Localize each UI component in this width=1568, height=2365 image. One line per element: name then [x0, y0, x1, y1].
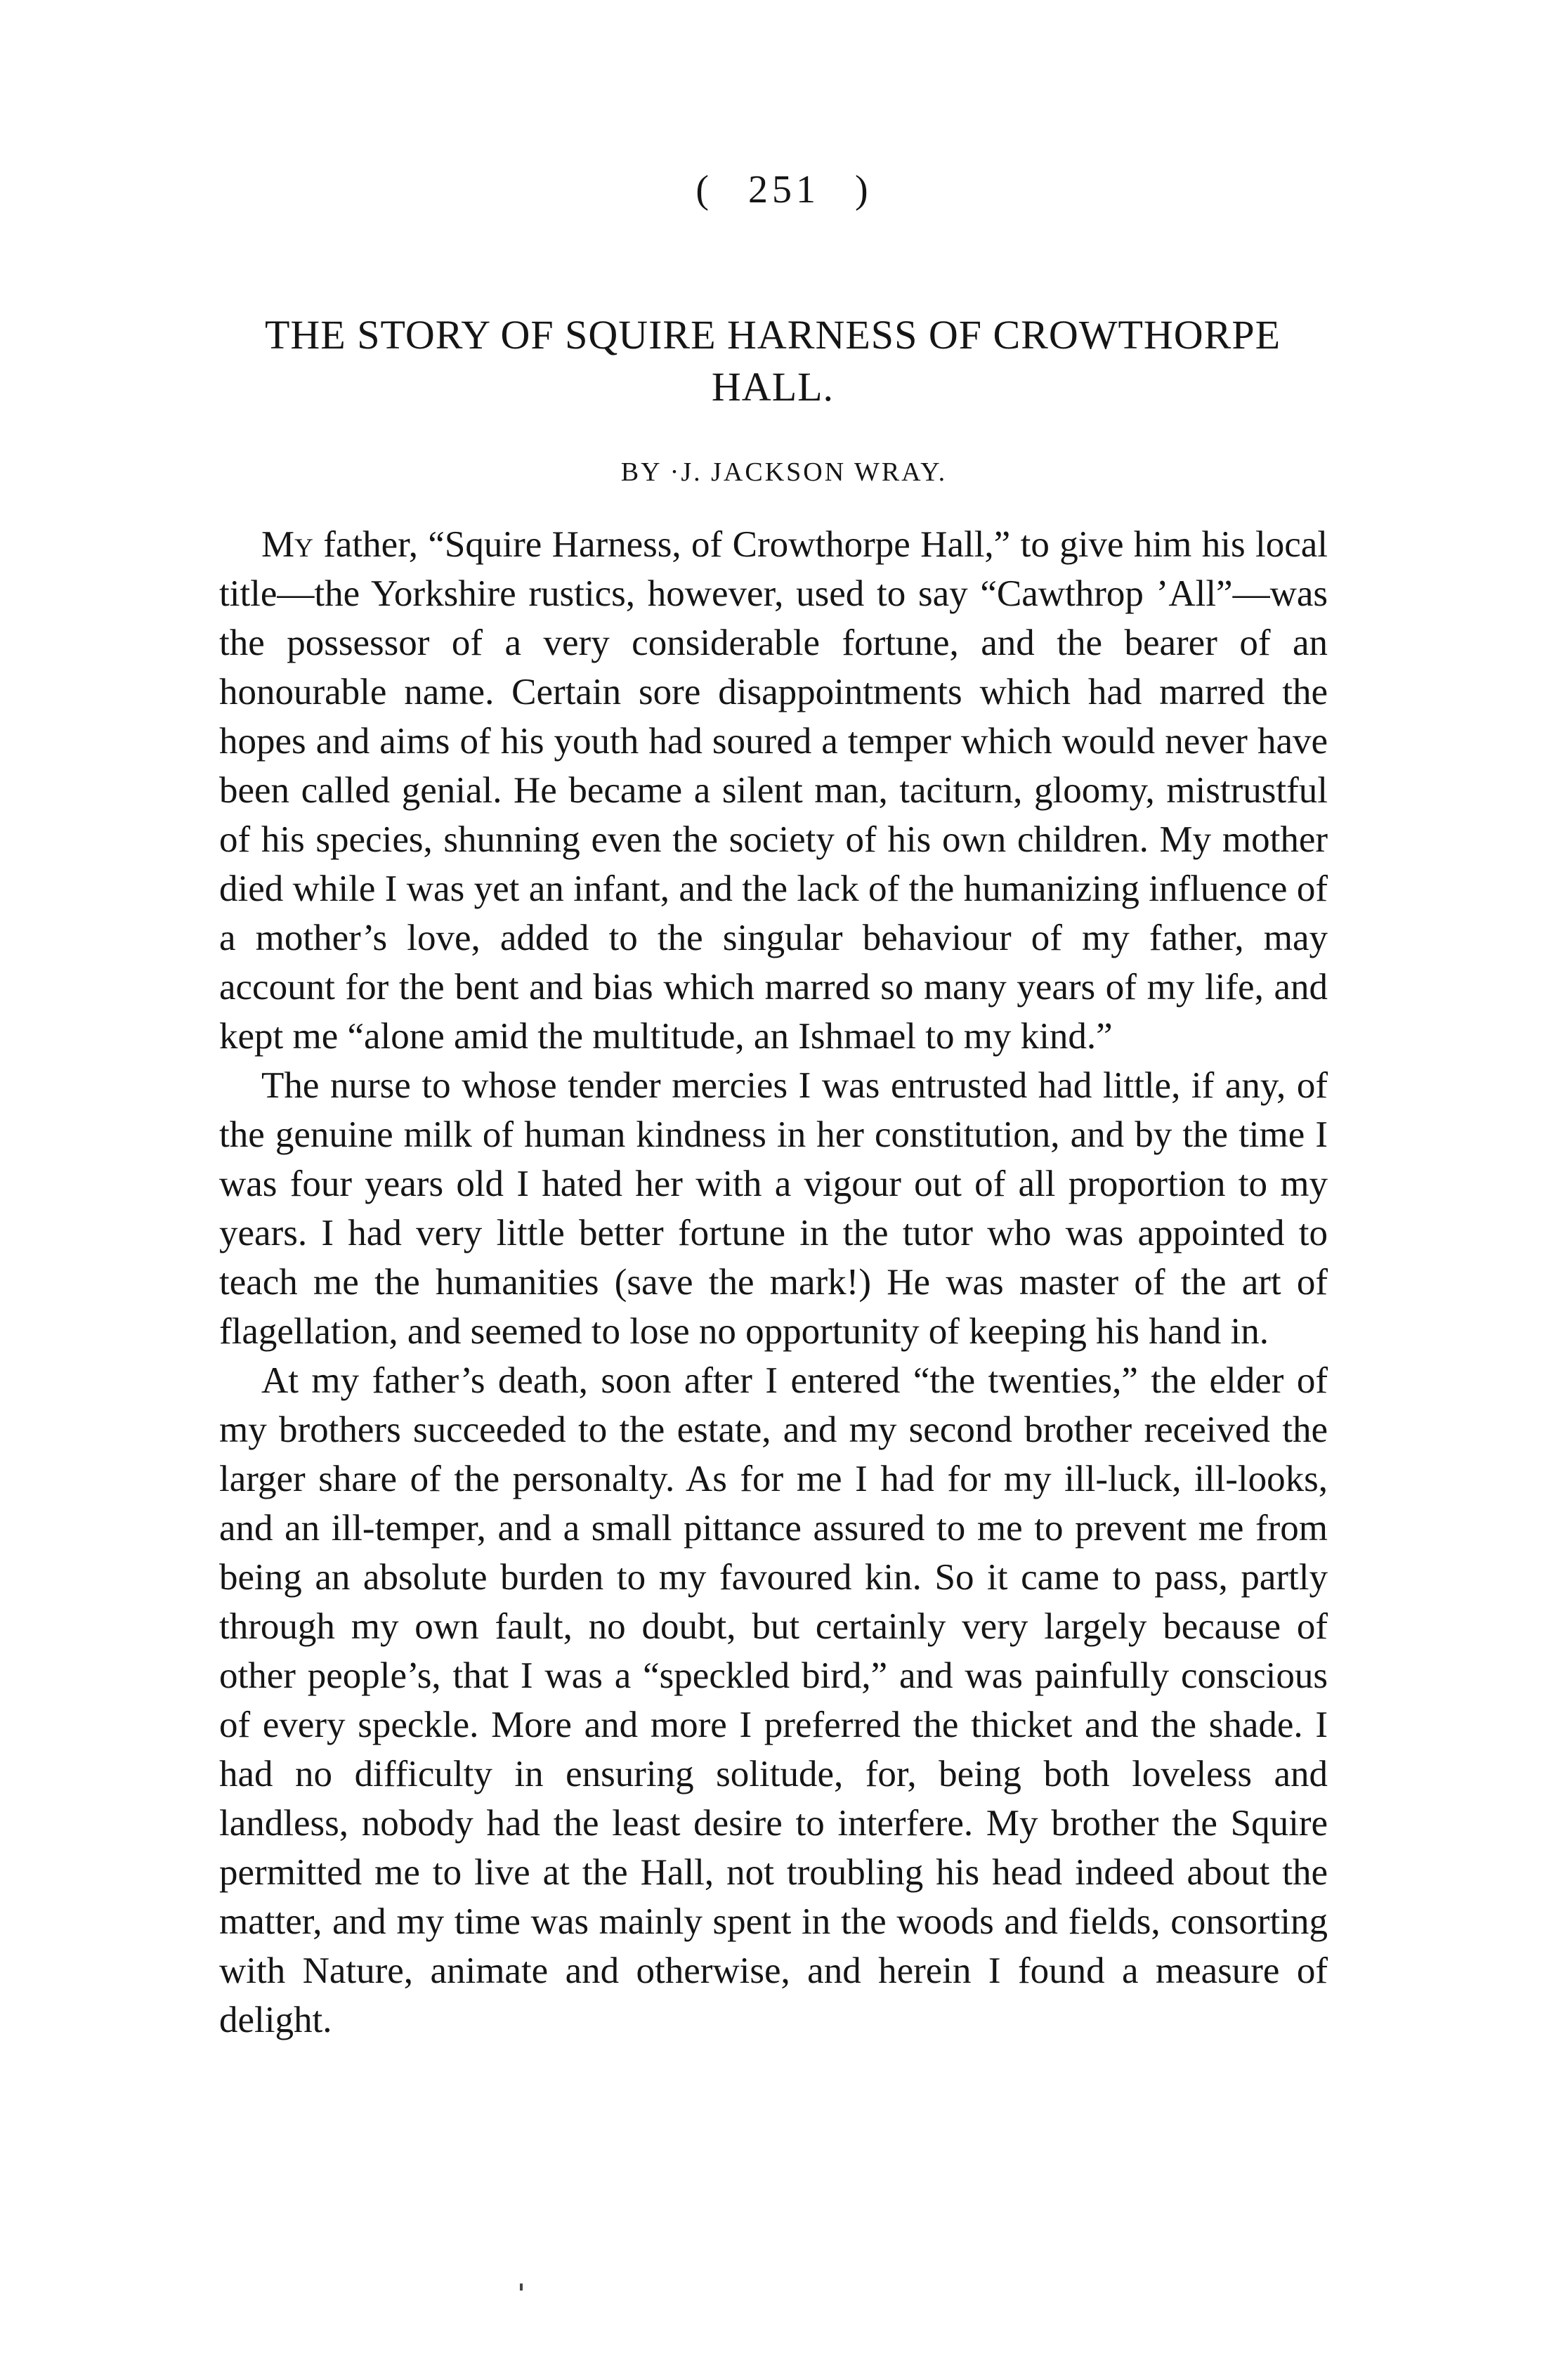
drop-lead: My	[261, 524, 313, 565]
author-byline: BY ·J. JACKSON WRAY.	[620, 457, 948, 487]
paragraph	[219, 520, 1328, 1061]
paragraph-text: The nurse to whose tender mercies I was entrusted had little, if any, of the genuine milk of human kindness in her constitution, and by the time I was four years old I hated her with a vigour out of all proportion to my years. I had very little better fortune in the tutor who was appointed to teach me the humanities (save the mark!) He was master of the art of flagellation, and seemed to lose no opportunity of keeping his hand in.	[219, 1065, 1328, 1352]
story-body	[219, 520, 1328, 2045]
paragraph-text: father, “Squire Harness, of Crowthorpe Hall,” to give him his local title—the Yorkshire rustics, however, used to say “Cawthrop ’All”—was the possessor of a very considerable fortune, and the bearer of an honourable name. Certain sore disappointments which had marred the hopes and aims of his youth had soured a temper which would never have been called genial. He became a silent man, taciturn, gloomy, mistrustful of his species, shunning even the society of his own children. My mother died while I was yet an infant, and the lack of the humanizing influence of a mother’s love, added to the singular behaviour of my father, may account for the bent and bias which marred so many years of my life, and kept me “alone amid the multitude, an Ishmael to my kind.”	[219, 524, 1328, 1057]
chapter-title: THE STORY OF SQUIRE HARNESS OF CROWTHORPE HALL.	[264, 312, 1281, 410]
print-speck	[520, 2283, 523, 2291]
paragraph-text: At my father’s death, soon after I entered “the twenties,” the elder of my brothers succeeded to the estate, and my second brother received the larger share of the personalty. As for me I had for my ill-luck, ill-looks, and an ill-temper, and a small pittance assured to me to prevent me from being an absolute burden to my favoured kin. So it came to pass, partly through my own fault, no doubt, but certainly very largely because of other people’s, that I was a “speckled bird,” and was painfully conscious of every speckle. More and more I preferred the thicket and the shade. I had no difficulty in ensuring solitude, for, being both loveless and landless, nobody had the least desire to interfere. My brother the Squire permitted me to live at the Hall, not troubling his head indeed about the matter, and my time was mainly spent in the woods and fields, consorting with Nature, animate and otherwise, and herein I found a measure of delight.	[219, 1360, 1328, 2040]
paragraph	[219, 1356, 1328, 2045]
paragraph	[219, 1061, 1328, 1356]
page-number: ( 251 )	[695, 168, 873, 211]
